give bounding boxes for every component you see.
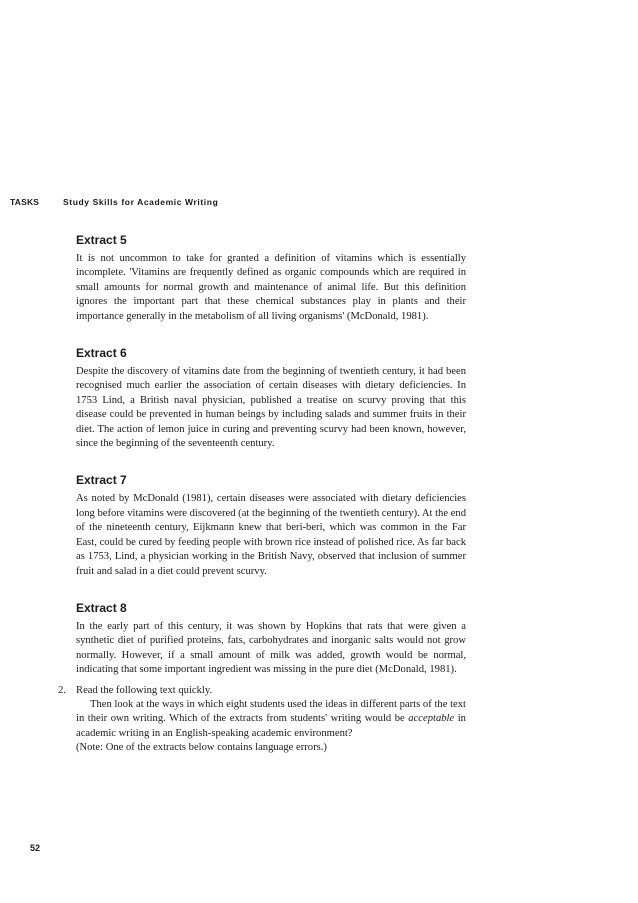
section-label: TASKS	[10, 197, 40, 207]
page-content	[58, 233, 466, 756]
task-paragraph	[76, 698, 466, 741]
task-emphasis: acceptable	[408, 713, 455, 725]
book-title: Study Skills for Academic Writing	[63, 197, 219, 207]
extract-text: In the early part of this century, it was shown by Hopkins that rats that were given a synthetic diet of purified proteins, fats, carbohydrates and inorganic salts would not grow normally. However, if a small amount of milk was added, growth would be normal, indicating that some important ingredient was missing in the pure diet (McDonald, 1981).	[76, 620, 466, 676]
extract-5	[76, 233, 466, 324]
task-2	[58, 684, 466, 756]
extract-title: Extract 6	[76, 346, 127, 361]
task-text: Then look at the ways in which eight students used the ideas in different parts of the text in their own writing. Which of the extracts from students' writing would be	[76, 698, 466, 725]
task-number: 2.	[58, 684, 66, 696]
extract-7	[76, 473, 466, 578]
extract-text: It is not uncommon to take for granted a definition of vitamins which is essentially incomplete. 'Vitamins are frequently defined as organic compounds which are required in small amounts for normal growth and maintenance of animal life. But this definition ignores the important part that these chemical substances play in plants and their importance generally in the metabolism of all living organisms' (McDonald, 1981).	[76, 253, 466, 322]
task-text: in academic writing in an English-speaking academic environment?	[76, 713, 466, 739]
extract-8	[76, 601, 466, 678]
page-number: 52	[30, 843, 41, 853]
running-header	[10, 195, 218, 209]
task-instruction: Read the following text quickly.	[76, 684, 213, 696]
extract-title: Extract 8	[76, 600, 127, 615]
extract-6	[76, 346, 466, 451]
task-note: (Note: One of the extracts below contains language errors.)	[76, 742, 327, 754]
extract-text: As noted by McDonald (1981), certain diseases were associated with dietary deficiencies long before vitamins were discovered (at the beginning of the twentieth century). At the end of the nineteenth century, Eijkmann knew that beri-beri, which was common in the Far East, could be cured by feeding people with brown rice instead of polished rice. As far back as 1753, Lind, a physician working in the British Navy, observed that inclusion of summer fruit and salad in a diet could prevent scurvy.	[76, 493, 466, 577]
extract-text: Despite the discovery of vitamins date from the beginning of twentieth century, it had been recognised much earlier the association of certain diseases with dietary deficiencies. In 1753 Lind, a British naval physician, published a treatise on scurvy proving that this disease could be prevented in human beings by including salads and summer fruits in their diet. The action of lemon juice in curing and preventing scurvy had been known, however, since the beginning of the seventeenth century.	[76, 366, 466, 450]
extract-title: Extract 7	[76, 473, 127, 488]
extract-title: Extract 5	[76, 233, 127, 247]
